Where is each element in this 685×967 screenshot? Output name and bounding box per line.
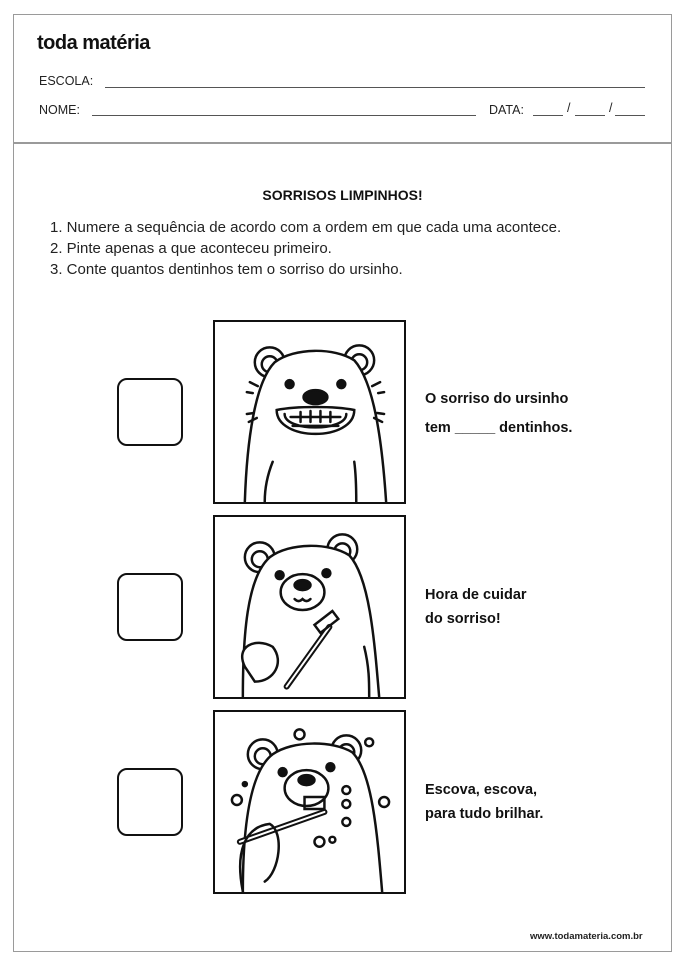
panel-bear-toothbrush[interactable] (213, 515, 406, 699)
bear-holding-toothbrush-icon (215, 517, 404, 697)
panel-bear-smiling[interactable] (213, 320, 406, 504)
caption-1 (425, 386, 572, 442)
name-field[interactable] (92, 115, 476, 116)
sequence-number-box-1[interactable] (117, 378, 183, 446)
school-field[interactable] (105, 87, 645, 88)
name-label: NOME: (39, 103, 80, 117)
caption-3-line-2: para tudo brilhar. (425, 806, 544, 822)
caption-1-line-2: tem _____ dentinhos. (425, 420, 573, 436)
bear-smiling-teeth-icon (215, 322, 404, 502)
instruction-3: 3. Conte quantos dentinhos tem o sorriso do ursinho. (50, 261, 403, 278)
brand-logo: toda matéria (37, 32, 150, 54)
worksheet-title: SORRISOS LIMPINHOS! (262, 187, 423, 203)
caption-2-line-1: Hora de cuidar (425, 587, 527, 603)
sequence-number-box-3[interactable] (117, 768, 183, 836)
footer-website: www.todamateria.com.br (530, 931, 643, 942)
date-separator: / (567, 101, 571, 115)
instruction-1: 1. Numere a sequência de acordo com a ordem em que cada uma acontece. (50, 219, 562, 236)
date-year-field[interactable] (615, 115, 645, 116)
school-label: ESCOLA: (39, 74, 94, 88)
caption-3-line-1: Escova, escova, (425, 782, 538, 798)
panel-bear-brushing[interactable] (213, 710, 406, 894)
caption-3 (425, 777, 543, 828)
caption-2-line-2: do sorriso! (425, 611, 501, 627)
date-day-field[interactable] (533, 115, 563, 116)
header-divider (13, 142, 672, 144)
date-month-field[interactable] (575, 115, 605, 116)
instruction-2: 2. Pinte apenas a que aconteceu primeiro. (50, 240, 332, 257)
caption-1-line-1: O sorriso do ursinho (425, 391, 569, 407)
sequence-number-box-2[interactable] (117, 573, 183, 641)
date-separator: / (609, 101, 613, 115)
bear-brushing-teeth-icon (215, 712, 404, 892)
date-label: DATA: (489, 103, 524, 117)
caption-2 (425, 582, 527, 633)
